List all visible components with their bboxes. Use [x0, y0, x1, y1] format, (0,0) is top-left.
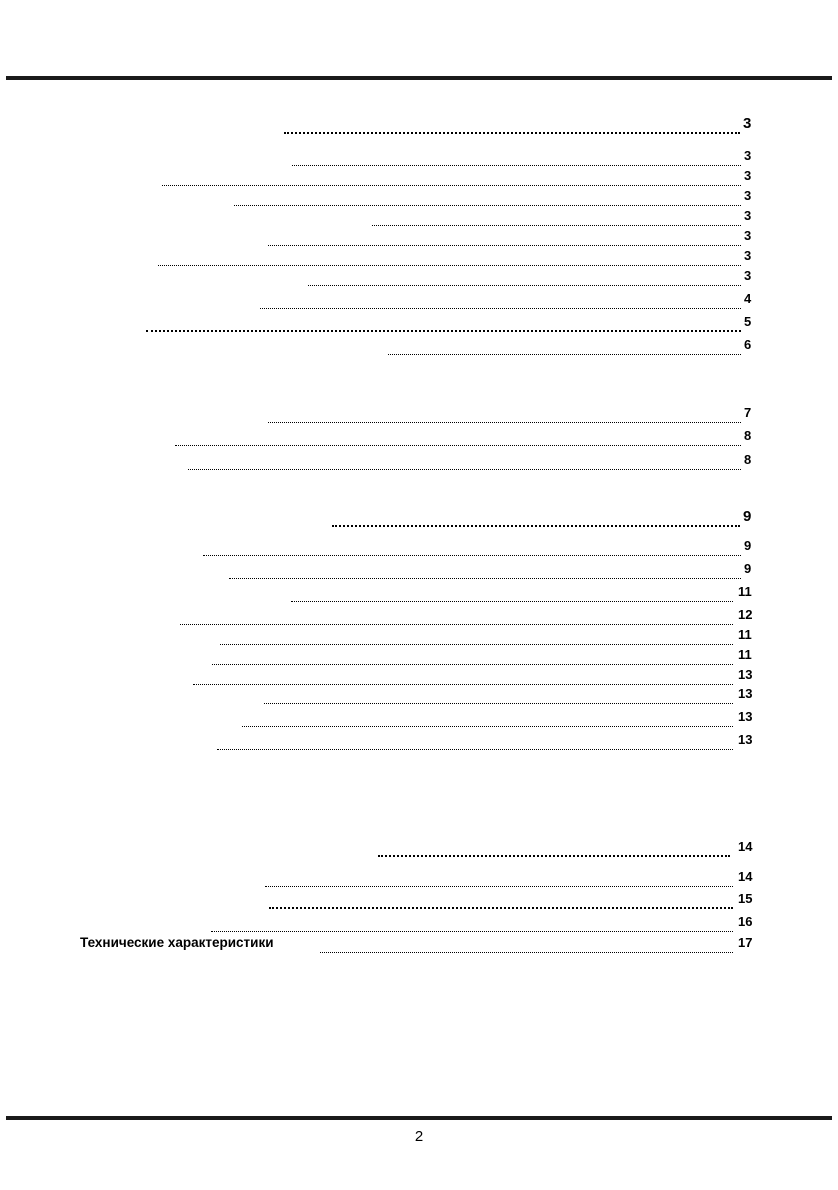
footer-rule — [6, 1116, 832, 1120]
toc-entry[interactable] — [0, 246, 838, 266]
toc-page-number: 9 — [743, 508, 752, 525]
toc-entry[interactable] — [0, 889, 838, 909]
toc-entry[interactable] — [0, 837, 838, 857]
toc-leader-dots — [378, 837, 730, 857]
toc-entry-title: Технические характеристики — [80, 935, 274, 950]
toc-page-number: 7 — [744, 405, 752, 420]
toc-leader-dots — [260, 289, 741, 309]
toc-entry[interactable] — [0, 867, 838, 887]
toc-leader-dots — [320, 933, 733, 953]
toc-leader-dots — [217, 730, 733, 750]
toc-leader-dots — [175, 426, 741, 446]
toc-leader-dots — [268, 403, 741, 423]
toc-leader-dots — [332, 507, 740, 527]
toc-page-number: 14 — [738, 839, 753, 854]
page-number: 2 — [414, 1128, 424, 1145]
toc-page-number: 13 — [738, 667, 753, 682]
toc-leader-dots — [211, 912, 733, 932]
toc-page-number: 6 — [744, 337, 752, 352]
toc-page-number: 3 — [744, 248, 752, 263]
toc-page-number: 3 — [744, 168, 752, 183]
toc-leader-dots — [268, 226, 741, 246]
toc-page-number: 12 — [738, 607, 753, 622]
toc-leader-dots — [308, 266, 741, 286]
toc-page-number: 17 — [738, 935, 753, 950]
toc-leader-dots — [388, 335, 741, 355]
toc-entry[interactable] — [0, 114, 838, 134]
toc-page-number: 13 — [738, 732, 753, 747]
toc-leader-dots — [203, 536, 741, 556]
toc-page-number: 13 — [738, 686, 753, 701]
toc-entry[interactable] — [0, 645, 838, 665]
toc-page-number: 14 — [738, 869, 753, 884]
toc-leader-dots — [372, 206, 741, 226]
toc-leader-dots — [193, 665, 733, 685]
toc-page-number: 11 — [738, 647, 752, 662]
toc-page-number: 3 — [744, 188, 752, 203]
toc-entry[interactable] — [0, 312, 838, 332]
toc-entry[interactable] — [0, 912, 838, 932]
toc-page-number: 13 — [738, 709, 753, 724]
toc-page-number: 4 — [744, 291, 752, 306]
header-rule — [6, 76, 832, 80]
toc-entry[interactable] — [0, 403, 838, 423]
toc-page-number: 3 — [744, 208, 752, 223]
toc-leader-dots — [188, 450, 741, 470]
toc-leader-dots — [291, 582, 733, 602]
toc-entry[interactable] — [0, 266, 838, 286]
toc-page-number: 9 — [744, 538, 752, 553]
toc-entry[interactable] — [0, 684, 838, 704]
toc-leader-dots — [242, 707, 733, 727]
toc-page-number: 8 — [744, 428, 752, 443]
toc-page-number: 9 — [744, 561, 752, 576]
toc-page-number: 3 — [744, 148, 752, 163]
toc-entry[interactable] — [0, 226, 838, 246]
toc-leader-dots — [264, 684, 733, 704]
toc-leader-dots — [158, 246, 741, 266]
toc-entry[interactable] — [0, 206, 838, 226]
toc-leader-dots — [265, 867, 733, 887]
toc-page-number: 11 — [738, 627, 752, 642]
toc-page-number: 3 — [744, 228, 752, 243]
toc-entry[interactable] — [0, 186, 838, 206]
toc-entry[interactable] — [0, 146, 838, 166]
toc-entry[interactable] — [0, 289, 838, 309]
toc-page-number: 16 — [738, 914, 753, 929]
toc-leader-dots — [229, 559, 741, 579]
toc-entry[interactable] — [0, 536, 838, 556]
toc-entry[interactable] — [0, 450, 838, 470]
toc-entry[interactable] — [0, 335, 838, 355]
toc-leader-dots — [284, 114, 740, 134]
toc-entry[interactable] — [0, 605, 838, 625]
toc-page-number: 3 — [743, 115, 752, 132]
toc-leader-dots — [292, 146, 741, 166]
toc-entry[interactable] — [0, 426, 838, 446]
toc-page-number: 11 — [738, 584, 752, 599]
toc-entry[interactable] — [0, 559, 838, 579]
toc-leader-dots — [162, 166, 741, 186]
toc-leader-dots — [269, 889, 733, 909]
toc-leader-dots — [234, 186, 741, 206]
toc-leader-dots — [146, 312, 741, 332]
toc-entry[interactable] — [0, 166, 838, 186]
toc-entry[interactable] — [0, 582, 838, 602]
toc-page-number: 5 — [744, 314, 752, 329]
toc-entry[interactable] — [0, 933, 838, 953]
toc-entry[interactable] — [0, 707, 838, 727]
toc-entry[interactable] — [0, 507, 838, 527]
toc-leader-dots — [220, 625, 733, 645]
toc-leader-dots — [212, 645, 733, 665]
toc-entry[interactable] — [0, 665, 838, 685]
toc-entry[interactable] — [0, 625, 838, 645]
toc-page-number: 3 — [744, 268, 752, 283]
toc-entry[interactable] — [0, 730, 838, 750]
toc-page-number: 8 — [744, 452, 752, 467]
toc-page-number: 15 — [738, 891, 753, 906]
toc-leader-dots — [180, 605, 733, 625]
